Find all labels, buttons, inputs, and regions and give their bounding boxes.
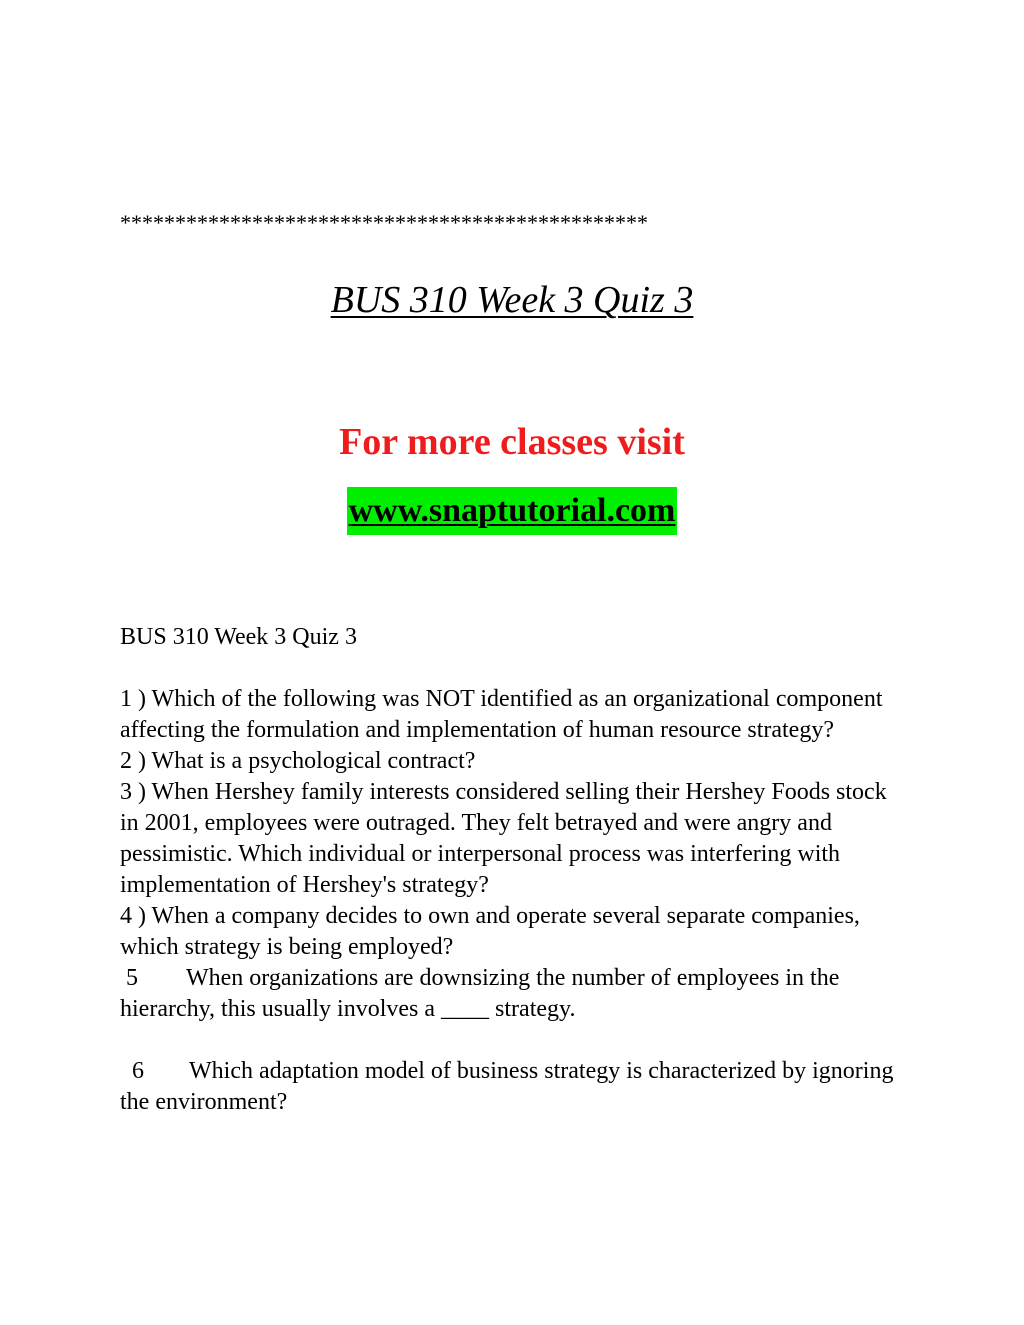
question-6	[120, 1056, 910, 1118]
question-5	[120, 963, 910, 1025]
website-link[interactable]: www.snaptutorial.com	[347, 487, 678, 535]
question-2: 2 ) What is a psychological contract?	[120, 748, 476, 774]
quiz-subtitle: BUS 310 Week 3 Quiz 3	[120, 624, 357, 650]
question-1: 1 ) Which of the following was NOT identified as an organizational component affecting the formulation and implementation of human resource strategy?	[120, 686, 883, 743]
quiz-body	[120, 622, 910, 1118]
question-5-number: 5	[126, 965, 138, 991]
document-title: BUS 310 Week 3 Quiz 3	[330, 279, 694, 321]
question-6-number: 6	[132, 1058, 144, 1084]
separator-line: ************************************************	[120, 210, 648, 235]
question-5-text: When organizations are downsizing the number of employees in the hierarchy, this usually involves a ____ strategy.	[120, 965, 840, 1022]
question-3: 3 ) When Hershey family interests considered selling their Hershey Foods stock in 2001, employees were outraged. They felt betrayed and were angry and pessimistic. Which individual or interpersonal process was interfering with implementation of Hershey's strategy?	[120, 779, 887, 898]
question-6-text: Which adaptation model of business strategy is characterized by ignoring the environment?	[120, 1058, 894, 1115]
link-container	[0, 487, 1024, 535]
promo-heading: For more classes visit	[339, 421, 685, 463]
question-4: 4 ) When a company decides to own and operate several separate companies, which strategy is being employed?	[120, 903, 860, 960]
